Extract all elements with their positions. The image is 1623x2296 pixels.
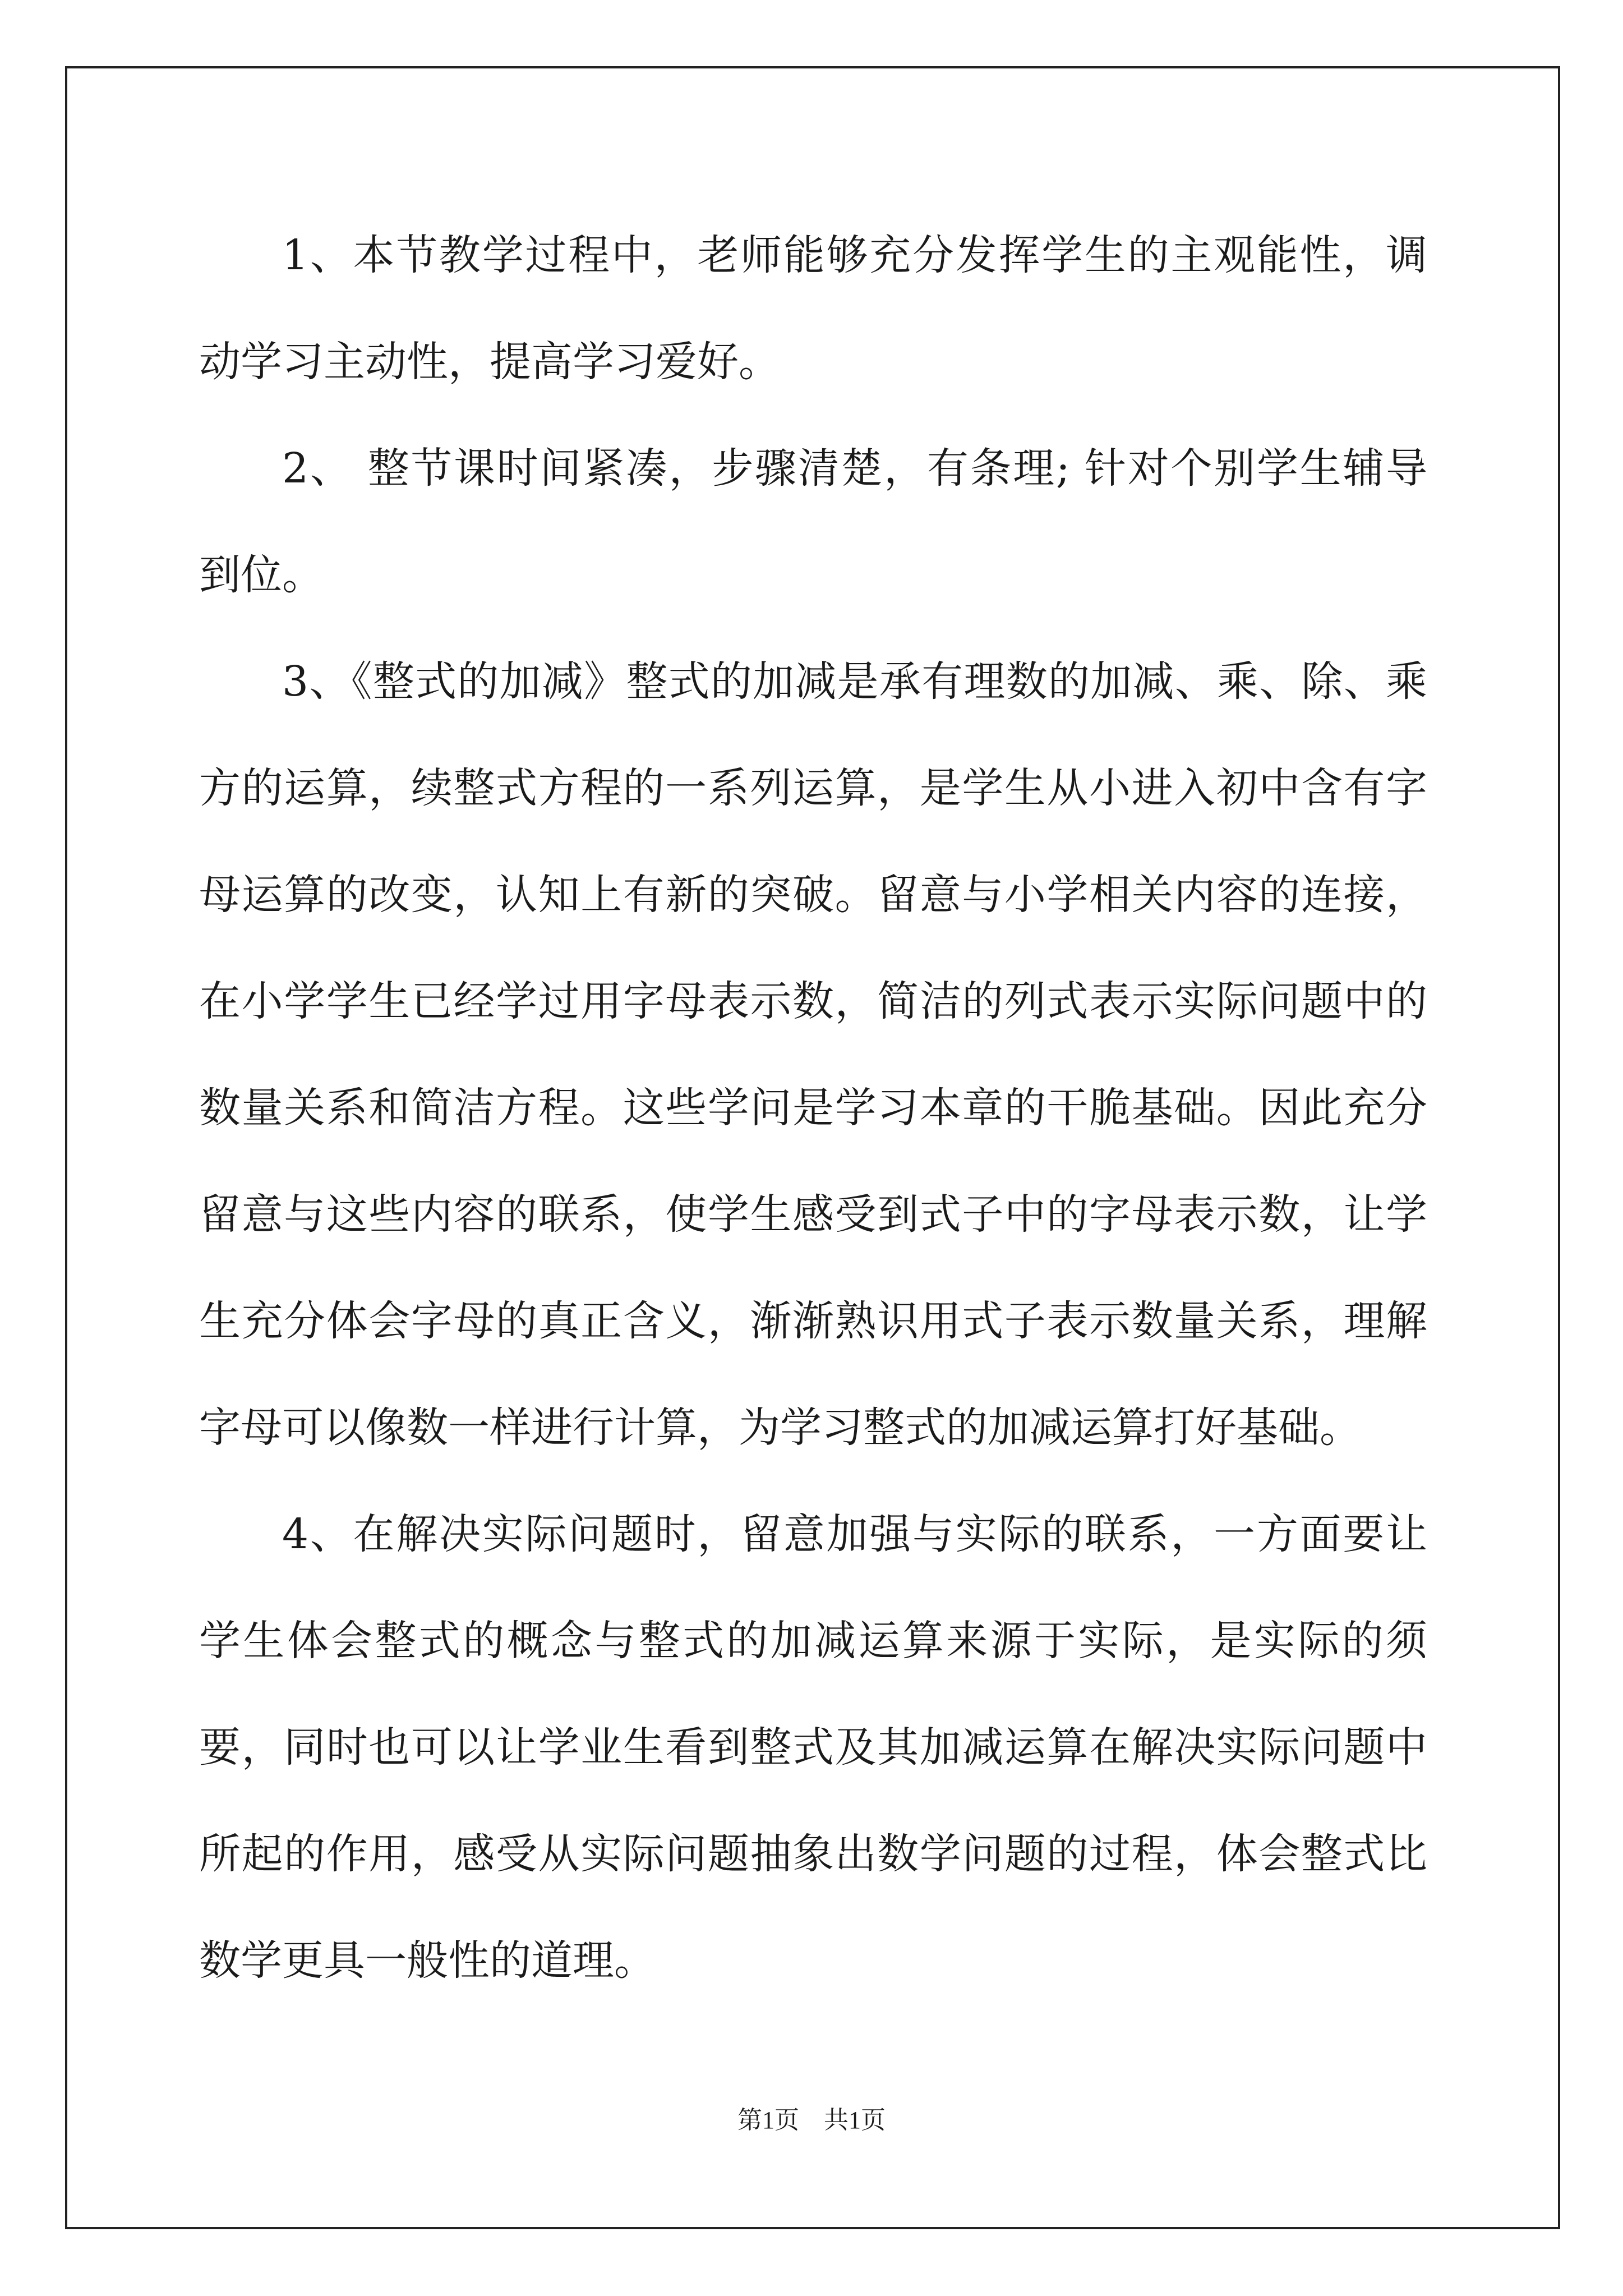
paragraph-4: 4、在解决实际问题时，留意加强与实际的联系，一方面要让学生体会整式的概念与整式的加减运算来源于实际，是实际的须要，同时也可以让学业生看到整式及其加减运算在解决实际问题中所起的作用，感受从实际问题抽象出数学问题的过程，体会整式比数学更具一般性的道理。 <box>199 1510 1427 1985</box>
paragraph-2: 2、 整节课时间紧凑，步骤清楚，有条理; 针对个别学生辅导到位。 <box>199 444 1427 599</box>
paragraph-1: 1、本节教学过程中，老师能够充分发挥学生的主观能性，调动学习主动性，提高学习爱好。 <box>199 231 1427 386</box>
page-number-footer: 第1页 共1页 <box>737 2106 886 2134</box>
paragraph-3: 3、《整式的加减》整式的加减是承有理数的加减、乘、除、乘方的运算，续整式方程的一系列运算，是学生从小进入初中含有字母运算的改变，认知上有新的突破。留意与小学相关内容的连接，在小学学生已经学过用字母表示数，简洁的列式表示实际问题中的数量关系和简洁方程。这些学问是学习本章的干脆基础。因此充分留意与这些内容的联系，使学生感受到式子中的字母表示数，让学生充分体会字母的真正含义，渐渐熟识用式子表示数量关系，理解字母可以像数一样进行计算，为学习整式的加减运算打好基础。 <box>199 657 1427 1452</box>
document-body <box>199 202 1427 2014</box>
